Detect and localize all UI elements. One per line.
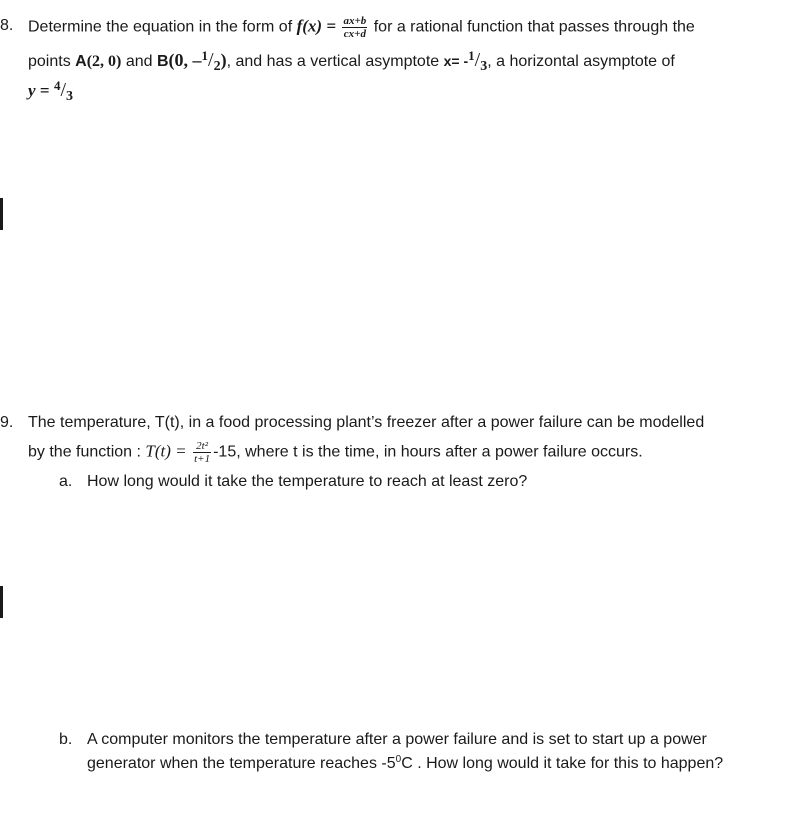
temperature-constant: -15, [213,443,241,461]
part-b-line-2-end: C . How long would it take for this to happen? [401,755,724,772]
ha-denominator: 3 [66,89,73,104]
answer-space-marker [0,198,3,230]
vertical-asymptote-fraction: $^1/_3$ [468,48,488,74]
question-8-line-2 [28,48,675,75]
part-a-label: a. [59,473,73,490]
x-equals: x= - [443,53,469,69]
point-a-coords: (2, 0) [86,53,122,70]
question-8-line-1 [28,15,695,40]
vertical-asymptote-text: , and has a vertical asymptote [226,53,440,70]
question-9-line-1: The temperature, T(t), in a food processing plant’s freezer after a power failure can be modelled [28,414,705,431]
ha-numerator: 4 [53,78,61,93]
horizontal-asymptote-text: , a horizontal asymptote of [487,53,675,70]
degree-symbol: 0 [395,754,402,765]
part-a-text: How long would it take the temperature to reach at least zero? [87,473,528,490]
question-8-line-3 [28,78,73,105]
fraction-numerator: ax+b [343,15,367,27]
point-a-label: A [75,53,87,70]
points-text: points [28,53,71,70]
temperature-numerator: 2t² [193,440,211,453]
question-9-number: 9. [0,414,14,431]
temperature-denominator: t+1 [194,453,211,465]
point-b-fraction: $^1/_2$ [201,48,221,74]
question-8-after-fraction: for a rational function that passes through the [373,18,695,36]
and-text: and [125,53,153,70]
temperature-function: T(t) = [145,441,187,461]
question-9-line-2-end: where t is the time, in hours after a power failure occurs. [245,443,643,461]
part-b-label: b. [59,731,73,748]
horizontal-asymptote-fraction: $^4/_3$ [53,78,73,104]
answer-space-marker [0,586,3,618]
y-equals: y = [28,81,50,100]
va-numerator: 1 [468,48,475,63]
by-the-function-text: by the function : [28,443,141,461]
part-b-line-1: A computer monitors the temperature after a power failure and is set to start up a power [87,731,707,748]
point-b-close: ) [220,50,227,70]
part-b-line-2-start: generator when the temperature reaches -5 [87,755,396,772]
question-8-intro: Determine the equation in the form of [28,18,293,36]
point-b-open: (0, – [168,50,202,70]
question-9-line-2 [28,440,643,465]
function-notation: f(x) = [296,16,337,36]
question-8-number: 8. [0,17,14,34]
va-denominator: 3 [480,59,488,74]
temperature-fraction [193,440,211,465]
function-fraction [342,15,367,40]
point-b-label: B [156,53,169,70]
part-b-line-2 [87,754,723,773]
point-b-denominator: 2 [213,59,221,74]
fraction-denominator: cx+d [343,28,366,40]
point-b-numerator: 1 [201,48,209,63]
